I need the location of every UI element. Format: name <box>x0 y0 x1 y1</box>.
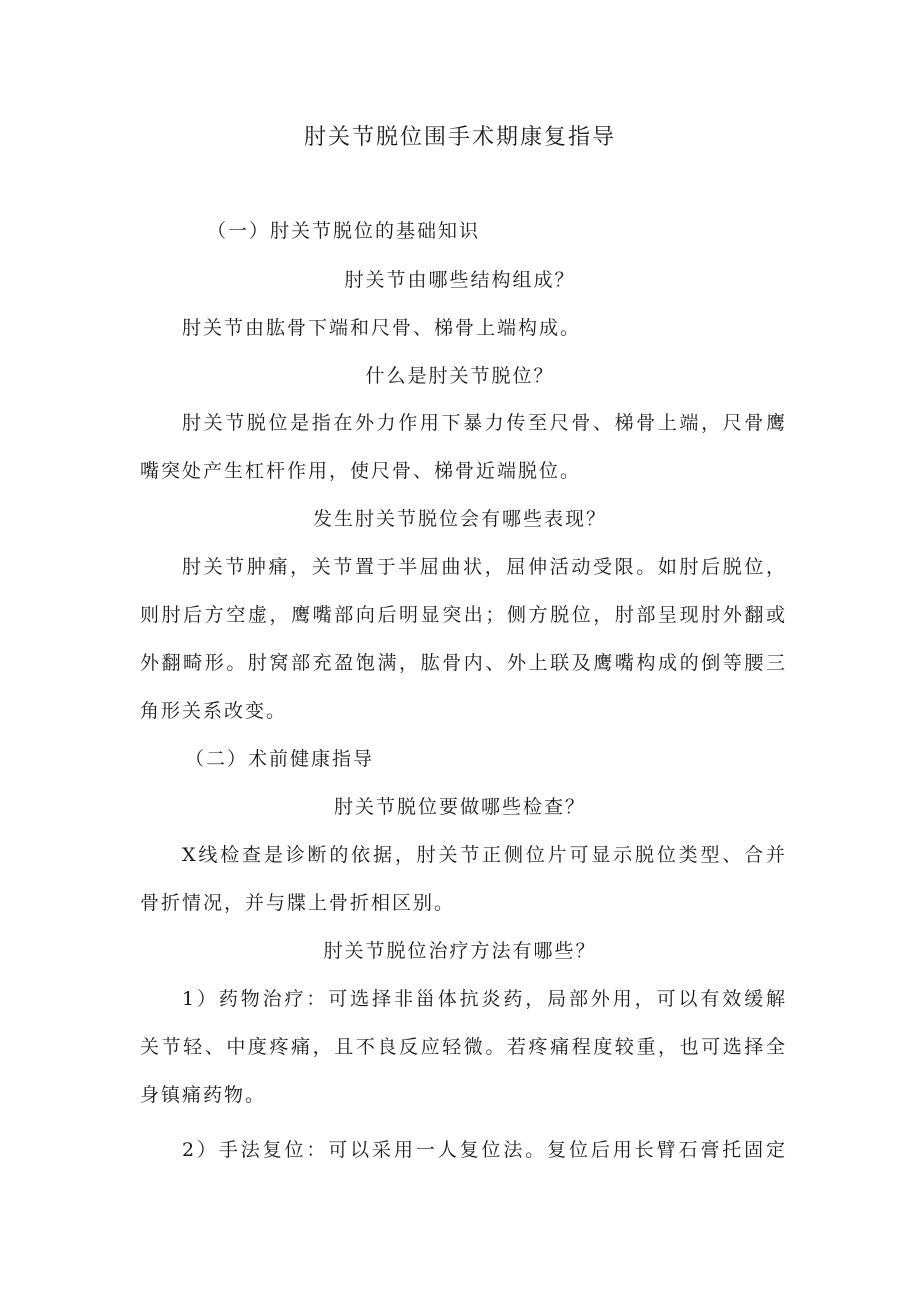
question-structure: 肘关节由哪些结构组成？ <box>344 269 576 291</box>
section-heading-preop: （二）术前健康指导 <box>185 748 375 770</box>
answer-definition-line-2: 嘴突处产生杠杆作用，使尺骨、梯骨近端脱位。 <box>140 460 582 482</box>
question-definition: 什么是肘关节脱位？ <box>365 365 555 387</box>
answer-definition-line-1: 肘关节脱位是指在外力作用下暴力传至尺骨、梯骨上端，尺骨鹰 <box>182 412 785 434</box>
treatment-medication-line-3: 身镇痛药物。 <box>140 1084 267 1106</box>
answer-symptoms-line-4: 角形关系改变。 <box>140 700 288 722</box>
document-title: 肘关节脱位围手术期康复指导 <box>303 125 616 150</box>
question-symptoms: 发生肘关节脱位会有哪些表现？ <box>312 508 607 530</box>
answer-symptoms-line-3: 外翻畸形。肘窝部充盈饱满，肱骨内、外上联及鹰嘴构成的倒等腰三 <box>140 652 785 674</box>
question-examinations: 肘关节脱位要做哪些检查？ <box>333 796 586 818</box>
section-heading-basics: （一）肘关节脱位的基础知识 <box>207 220 481 242</box>
answer-structure-line-1: 肘关节由肱骨下端和尺骨、梯骨上端构成。 <box>182 317 582 339</box>
treatment-medication-line-2: 关节轻、中度疼痛，且不良反应轻微。若疼痛程度较重，也可选择全 <box>140 1036 785 1058</box>
answer-symptoms-line-2: 则肘后方空虚，鹰嘴部向后明显突出；侧方脱位，肘部呈现肘外翻或 <box>140 604 785 626</box>
treatment-medication-line-1: 1）药物治疗：可选择非甾体抗炎药，局部外用，可以有效缓解 <box>182 988 785 1010</box>
question-treatment: 肘关节脱位治疗方法有哪些？ <box>323 940 597 962</box>
treatment-reduction-line-1: 2）手法复位：可以采用一人复位法。复位后用长臂石膏托固定 <box>182 1139 785 1161</box>
answer-symptoms-line-1: 肘关节肿痛，关节置于半屈曲状，屈伸活动受限。如肘后脱位， <box>182 556 785 578</box>
answer-examinations-line-2: 骨折情况，并与牒上骨折相区别。 <box>140 892 456 914</box>
answer-examinations-line-1: X线检查是诊断的依据，肘关节正侧位片可显示脱位类型、合并 <box>182 844 785 866</box>
